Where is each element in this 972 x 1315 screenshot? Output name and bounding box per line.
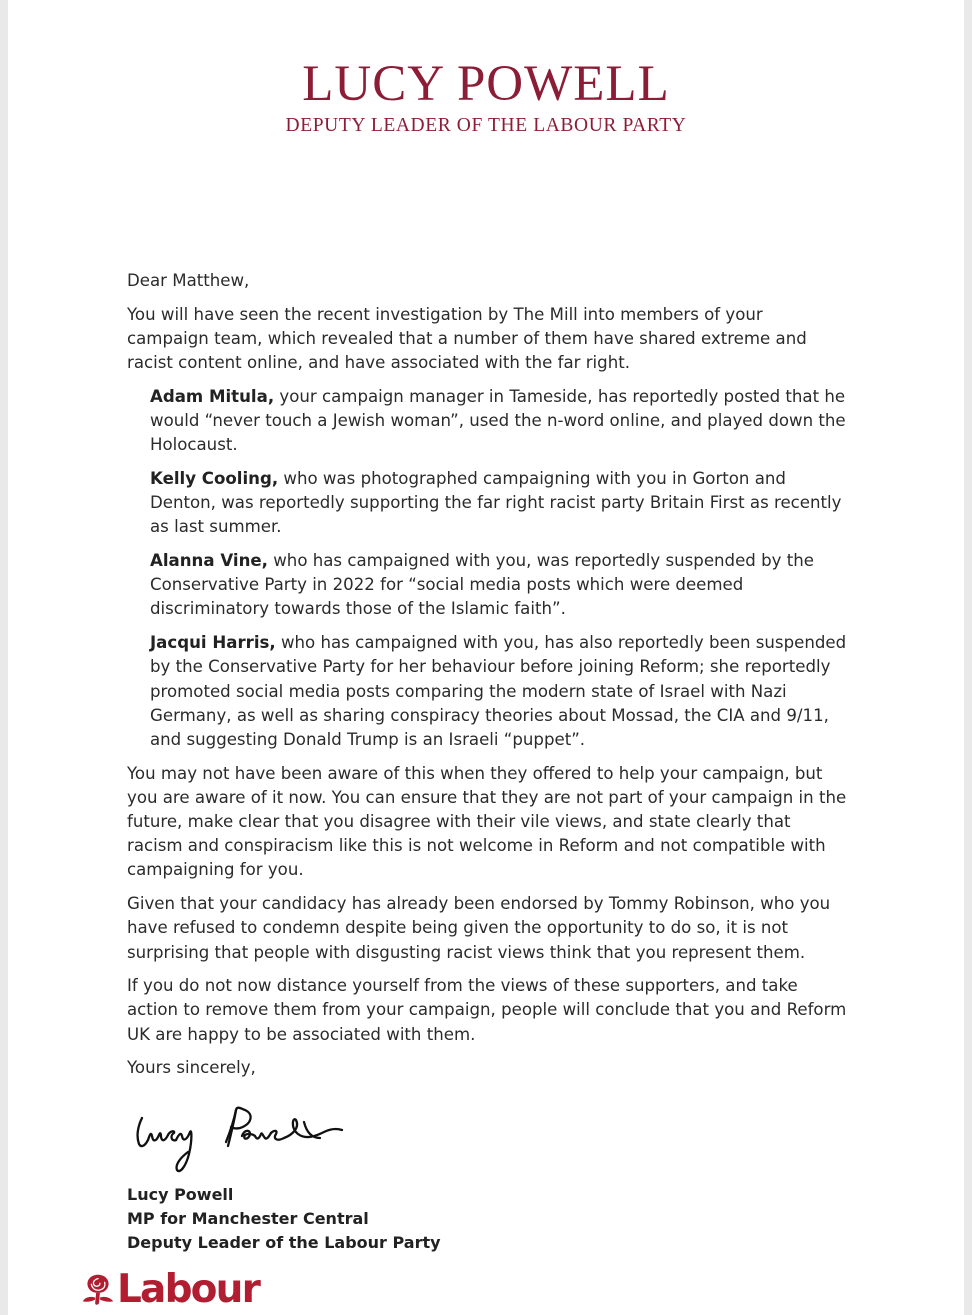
person-description: who has campaigned with you, has also reportedly been suspended by the Conservative Party for her behaviour before joining Reform; she reportedly promoted social media posts comparing the modern state of Israel with Nazi Germany, as well as sharing conspiracy theories about Mossad, the CIA and 9/11, and suggesting Donald Trump is an Israeli “puppet”. [150, 633, 847, 749]
paragraph-conclusion: If you do not now distance yourself from the views of these supporters, and take action to remove them from your campaign, people will conclude that you and Reform UK are happy to be associated with them. [127, 976, 847, 1044]
rose-icon [79, 1270, 117, 1310]
labour-wordmark: Labour [117, 1267, 260, 1312]
signatory-role: Deputy Leader of the Labour Party [127, 1233, 441, 1253]
person-paragraph-adam-mitula [150, 385, 847, 458]
person-description: your campaign manager in Tameside, has reportedly posted that he would “never touch a Jewish woman”, used the n-word online, and played down the Holocaust. [150, 386, 846, 455]
closing: Yours sincerely, [127, 1058, 256, 1078]
handwritten-signature [128, 1102, 358, 1184]
person-name: Jacqui Harris, [150, 633, 276, 653]
paragraph-endorsement: Given that your candidacy has already been endorsed by Tommy Robinson, who you have refused to condemn despite being given the opportunity to do so, it is not surprising that people with disgusting racist views think that you represent them. [127, 894, 831, 962]
letter-page [8, 0, 964, 1315]
person-name: Adam Mitula, [150, 386, 275, 406]
person-paragraph-kelly-cooling [150, 467, 847, 540]
letterhead-name: LUCY POWELL [302, 56, 670, 112]
person-description: who was photographed campaigning with you in Gorton and Denton, was reportedly supporting the far right racist party Britain First as recently as last summer. [150, 468, 842, 537]
salutation: Dear Matthew, [127, 271, 250, 290]
person-paragraph-alanna-vine [150, 549, 847, 622]
paragraph-awareness: You may not have been aware of this when they offered to help your campaign, but you are aware of it now. You can ensure that they are not part of your campaign in the future, make clear that you disagree with their vile views, and state clearly that racism and conspiracism like this is not welcome in Reform and not compatible with campaigning for you. [127, 763, 847, 880]
letter-body [127, 269, 847, 1081]
labour-logo [79, 1268, 259, 1312]
intro-paragraph: You will have seen the recent investigation by The Mill into members of your campaign team, which revealed that a number of them have shared extreme and racist content online, and have associated with the far right. [127, 304, 807, 373]
signatory-block [127, 1183, 441, 1256]
letterhead-title: DEPUTY LEADER OF THE LABOUR PARTY [285, 115, 687, 136]
person-name: Kelly Cooling, [150, 468, 279, 488]
signatory-name: Lucy Powell [127, 1185, 234, 1204]
person-paragraph-jacqui-harris [150, 631, 847, 752]
person-name: Alanna Vine, [150, 551, 268, 571]
person-description: who has campaigned with you, was reportedly suspended by the Conservative Party in 2022 for “social media posts which were deemed discriminatory towards those of the Islamic faith”. [150, 551, 814, 619]
signatory-role: MP for Manchester Central [127, 1209, 369, 1229]
